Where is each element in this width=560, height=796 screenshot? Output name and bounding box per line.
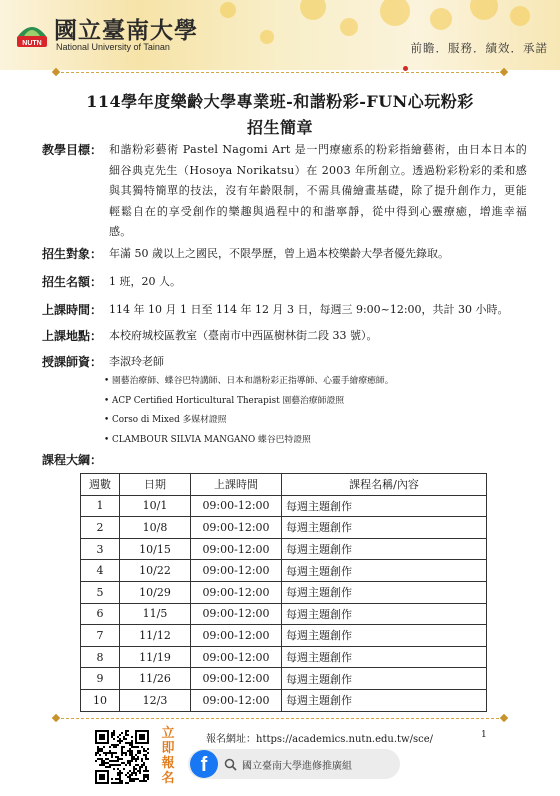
table-cell: 每週主題創作 xyxy=(282,538,487,560)
table-row xyxy=(81,646,487,668)
table-cell: 10/22 xyxy=(120,560,191,582)
table-cell: 每週主題創作 xyxy=(282,668,487,690)
table-cell: 11/19 xyxy=(120,646,191,668)
table-row xyxy=(81,495,487,517)
svg-text:NUTN: NUTN xyxy=(22,40,42,47)
register-char: 名 xyxy=(161,771,175,786)
table-cell: 每週主題創作 xyxy=(282,689,487,711)
teacher-label: 授課師資： xyxy=(42,355,103,369)
registration-url[interactable]: 報名網址：https://academics.nutn.edu.tw/sce/ xyxy=(206,734,433,745)
search-icon xyxy=(224,756,237,769)
blossom-decoration xyxy=(470,0,498,20)
table-cell: 09:00-12:00 xyxy=(191,517,282,539)
teacher-name: 李淑玲老師 xyxy=(109,355,164,368)
column-header: 課程名稱/內容 xyxy=(282,474,487,496)
divider-ornament xyxy=(500,714,508,722)
table-row xyxy=(81,625,487,647)
table-cell: 09:00-12:00 xyxy=(191,625,282,647)
table-cell: 09:00-12:00 xyxy=(191,538,282,560)
table-cell: 09:00-12:00 xyxy=(191,603,282,625)
table-cell: 09:00-12:00 xyxy=(191,668,282,690)
table-cell: 09:00-12:00 xyxy=(191,495,282,517)
table-cell: 09:00-12:00 xyxy=(191,689,282,711)
blossom-decoration xyxy=(340,18,358,36)
table-cell: 09:00-12:00 xyxy=(191,646,282,668)
target-text: 年滿 50 歲以上之國民，不限學歷，曾上過本校樂齡大學者優先錄取。 xyxy=(109,247,449,260)
table-cell: 2 xyxy=(81,517,120,539)
place-text: 本校府城校區教室（臺南市中西區樹林街二段 33 號）。 xyxy=(109,329,378,342)
document-title: 114學年度樂齡大學專業班-和諧粉彩-FUN心玩粉彩 xyxy=(86,92,474,111)
table-cell: 每週主題創作 xyxy=(282,581,487,603)
university-logo xyxy=(14,14,50,50)
goal-text: 和諧粉彩藝術 Pastel Nagomi Art 是一門療癒系的粉彩指繪藝術，由日本日本的細谷典克先生（Hosoya Norikatsu）在 2003 年所創立。透過粉彩粉彩的柔和感與其獨特簡單的技法，沒有年齡限制，不需具備繪畫基礎，除了提升創作力，更能輕鬆自在的享受創作的樂趣與過程中的和諧寧靜，從中得到心靈療癒，增進幸福感。 xyxy=(109,143,527,238)
page-header xyxy=(0,0,560,70)
table-cell: 8 xyxy=(81,646,120,668)
time-label: 上課時間： xyxy=(42,303,103,317)
university-name-cn: 國立臺南大學 xyxy=(54,17,198,44)
quota-label: 招生名額： xyxy=(42,275,103,289)
table-cell: 10/8 xyxy=(120,517,191,539)
table-cell: 每週主題創作 xyxy=(282,603,487,625)
blossom-decoration xyxy=(300,0,326,20)
blossom-decoration xyxy=(430,8,452,30)
table-cell: 每週主題創作 xyxy=(282,560,487,582)
target-label: 招生對象： xyxy=(42,247,103,261)
blossom-decoration xyxy=(510,6,530,26)
table-cell: 每週主題創作 xyxy=(282,625,487,647)
table-row xyxy=(81,668,487,690)
divider-ornament xyxy=(52,714,60,722)
table-cell: 09:00-12:00 xyxy=(191,560,282,582)
goal-label: 教學目標： xyxy=(42,143,103,157)
credential-item: • 園藝治療師、蝶谷巴特講師、日本和諧粉彩正指導師、心靈手繪療癒師。 xyxy=(104,372,394,392)
table-row xyxy=(81,603,487,625)
credential-item: • CLAMBOUR SILVIA MANGANO 蝶谷巴特證照 xyxy=(104,431,394,451)
blossom-decoration xyxy=(260,30,274,44)
table-row xyxy=(81,517,487,539)
blossom-decoration xyxy=(380,0,410,26)
table-cell: 3 xyxy=(81,538,120,560)
syllabus-label: 課程大綱： xyxy=(42,453,103,467)
table-cell: 10/1 xyxy=(120,495,191,517)
column-header: 日期 xyxy=(120,474,191,496)
divider-red-dot xyxy=(403,66,408,71)
table-cell: 12/3 xyxy=(120,689,191,711)
table-cell: 09:00-12:00 xyxy=(191,581,282,603)
register-char: 立 xyxy=(161,726,175,741)
table-cell: 每週主題創作 xyxy=(282,495,487,517)
table-cell: 5 xyxy=(81,581,120,603)
table-cell: 10/29 xyxy=(120,581,191,603)
university-name-en: National University of Tainan xyxy=(56,42,170,52)
table-row xyxy=(81,689,487,711)
column-header: 週數 xyxy=(81,474,120,496)
facebook-page-name: 國立臺南大學進修推廣組 xyxy=(242,761,352,772)
schedule-table xyxy=(80,473,487,712)
table-cell: 9 xyxy=(81,668,120,690)
page-number: 1 xyxy=(481,730,487,740)
university-slogan: 前瞻．服務．績效．承諾 xyxy=(410,41,548,55)
table-cell: 10 xyxy=(81,689,120,711)
bottom-divider xyxy=(56,718,504,719)
place-label: 上課地點： xyxy=(42,329,103,343)
credential-item: • ACP Certified Horticultural Therapist 園藝治療師證照 xyxy=(104,392,394,412)
register-char: 即 xyxy=(161,741,175,756)
register-now-vertical xyxy=(161,726,175,786)
top-divider xyxy=(56,72,504,73)
table-row xyxy=(81,560,487,582)
table-cell: 11/5 xyxy=(120,603,191,625)
table-cell: 7 xyxy=(81,625,120,647)
table-cell: 1 xyxy=(81,495,120,517)
table-cell: 11/26 xyxy=(120,668,191,690)
quota-text: 1 班，20 人。 xyxy=(109,275,181,288)
facebook-icon[interactable]: f xyxy=(190,750,218,778)
column-header: 上課時間 xyxy=(191,474,282,496)
table-cell: 每週主題創作 xyxy=(282,646,487,668)
table-row xyxy=(81,581,487,603)
document-subtitle: 招生簡章 xyxy=(246,118,313,137)
teacher-credentials xyxy=(104,372,394,450)
table-cell: 11/12 xyxy=(120,625,191,647)
table-header-row xyxy=(81,474,487,496)
table-row xyxy=(81,538,487,560)
time-text: 114 年 10 月 1 日至 114 年 12 月 3 日，每週三 9:00~12:00，共計 30 小時。 xyxy=(109,303,509,316)
table-cell: 每週主題創作 xyxy=(282,517,487,539)
credential-item: • Corso di Mixed 多媒材證照 xyxy=(104,411,394,431)
table-cell: 10/15 xyxy=(120,538,191,560)
table-cell: 6 xyxy=(81,603,120,625)
blossom-decoration xyxy=(220,2,236,18)
register-char: 報 xyxy=(161,756,175,771)
table-cell: 4 xyxy=(81,560,120,582)
registration-qr-code[interactable] xyxy=(95,730,149,784)
